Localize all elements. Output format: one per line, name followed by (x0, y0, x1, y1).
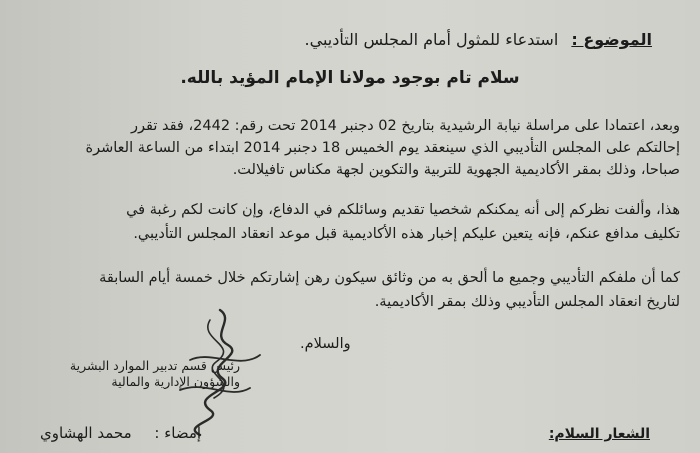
signature-line (40, 424, 201, 442)
salutation: سلام تام بوجود مولانا الإمام المؤيد بالله. (180, 68, 520, 88)
paragraph1-line3: صباحا، وذلك بمقر الأكاديمية الجهوية للتربية والتكوين لجهة مكناس تافيلالت. (232, 162, 680, 178)
stamp-label: الشعار السلام: (548, 426, 650, 442)
paragraph1-line2: إحالتكم على المجلس التأديبي الذي سينعقد يوم الخميس 18 دجنبر 2014 ابتداء من الساعة العاشرة (85, 140, 680, 156)
paragraph3-line2: لتاريخ انعقاد المجلس التأديبي وذلك بمقر الأكاديمية. (374, 294, 680, 310)
subject-label: الموضوع : (571, 30, 652, 49)
paragraph2-line2: تكليف مدافع عنكم، فإنه يتعين عليكم إخبار هذه الأكاديمية قبل موعد انعقاد المجلس التأديبي. (133, 226, 680, 242)
department-title: رئيس قسم تدبير الموارد البشرية والشؤون الإدارية والمالية (69, 358, 240, 389)
signer-name: محمد الهشاوي (40, 424, 132, 442)
subject-text: استدعاء للمثول أمام المجلس التأديبي. (304, 30, 559, 49)
subject-line (305, 30, 652, 49)
signature-label: إمضاء : (154, 424, 202, 442)
handwritten-signature (150, 300, 290, 440)
paragraph3-line1: كما أن ملفكم التأديبي وجميع ما ألحق به من وثائق سيكون رهن إشارتكم خلال خمسة أيام السابقة (99, 270, 680, 286)
paragraph2-line1: هذا، وألفت نظركم إلى أنه يمكنكم شخصيا تقديم وسائلكم في الدفاع، وإن كانت لكم رغبة في (126, 202, 680, 218)
closing-text: والسلام. (300, 336, 351, 352)
paragraph1-line1: وبعد، اعتمادا على مراسلة نيابة الرشيدية بتاريخ 02 دجنبر 2014 تحت رقم: 2442، فقد تقرر (131, 118, 680, 134)
